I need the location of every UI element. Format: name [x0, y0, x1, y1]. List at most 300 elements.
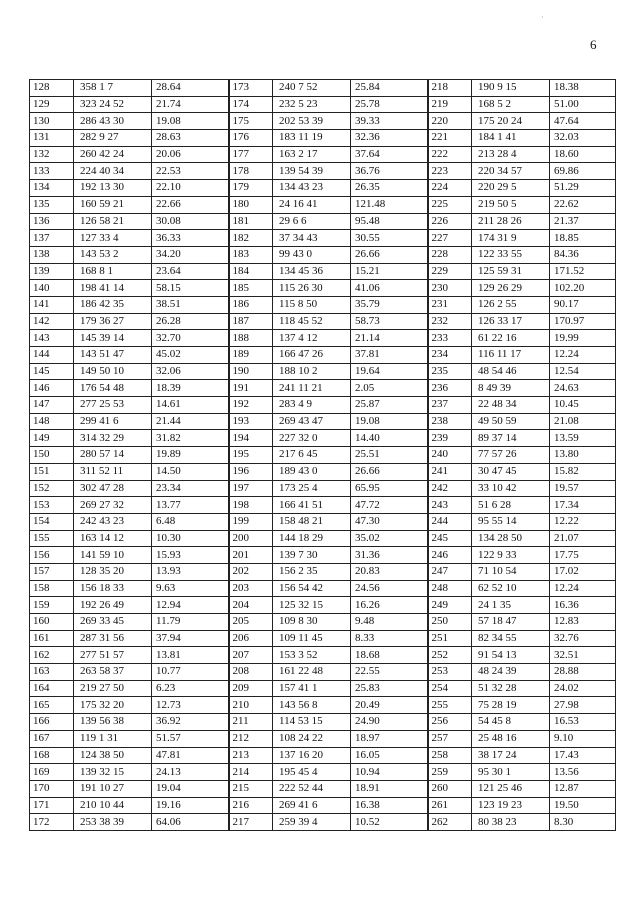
length-cell: 65.95 [351, 480, 428, 497]
length-cell: 18.85 [550, 230, 616, 247]
length-cell: 17.75 [550, 547, 616, 564]
table-row [30, 714, 616, 731]
length-cell: 26.28 [152, 313, 229, 330]
angle-cell: 168 5 2 [472, 96, 550, 113]
point-id-cell: 255 [428, 697, 472, 714]
angle-cell: 91 54 13 [472, 647, 550, 664]
length-cell: 16.05 [351, 747, 428, 764]
point-id-cell: 238 [428, 413, 472, 430]
angle-cell: 62 52 10 [472, 580, 550, 597]
table-row [30, 146, 616, 163]
point-id-cell: 166 [30, 714, 74, 731]
angle-cell: 260 42 24 [74, 146, 152, 163]
point-id-cell: 183 [229, 246, 273, 263]
angle-cell: 302 47 28 [74, 480, 152, 497]
table-row [30, 430, 616, 447]
angle-cell: 80 38 23 [472, 814, 550, 831]
length-cell: 22.66 [152, 196, 229, 213]
angle-cell: 190 9 15 [472, 80, 550, 97]
length-cell: 24.02 [550, 680, 616, 697]
length-cell: 13.93 [152, 563, 229, 580]
table-row [30, 697, 616, 714]
table-row [30, 664, 616, 681]
angle-cell: 176 54 48 [74, 380, 152, 397]
table-row [30, 630, 616, 647]
point-id-cell: 160 [30, 614, 74, 631]
table-row [30, 230, 616, 247]
angle-cell: 77 57 26 [472, 447, 550, 464]
length-cell: 51.00 [550, 96, 616, 113]
length-cell: 10.30 [152, 530, 229, 547]
point-id-cell: 141 [30, 296, 74, 313]
table-row [30, 730, 616, 747]
angle-cell: 314 32 29 [74, 430, 152, 447]
point-id-cell: 261 [428, 797, 472, 814]
length-cell: 12.22 [550, 513, 616, 530]
angle-cell: 139 54 39 [273, 163, 351, 180]
length-cell: 21.14 [351, 330, 428, 347]
length-cell: 90.17 [550, 296, 616, 313]
point-id-cell: 230 [428, 280, 472, 297]
length-cell: 18.91 [351, 780, 428, 797]
angle-cell: 191 10 27 [74, 780, 152, 797]
point-id-cell: 146 [30, 380, 74, 397]
angle-cell: 269 43 47 [273, 413, 351, 430]
angle-cell: 145 39 14 [74, 330, 152, 347]
angle-cell: 161 22 48 [273, 664, 351, 681]
point-id-cell: 181 [229, 213, 273, 230]
length-cell: 26.35 [351, 180, 428, 197]
point-id-cell: 155 [30, 530, 74, 547]
point-id-cell: 180 [229, 196, 273, 213]
point-id-cell: 179 [229, 180, 273, 197]
length-cell: 13.59 [550, 430, 616, 447]
table-row [30, 480, 616, 497]
angle-cell: 174 31 9 [472, 230, 550, 247]
angle-cell: 143 56 8 [273, 697, 351, 714]
point-id-cell: 260 [428, 780, 472, 797]
length-cell: 45.02 [152, 347, 229, 364]
point-id-cell: 167 [30, 730, 74, 747]
angle-cell: 38 17 24 [472, 747, 550, 764]
point-id-cell: 241 [428, 463, 472, 480]
angle-cell: 213 28 4 [472, 146, 550, 163]
point-id-cell: 219 [428, 96, 472, 113]
length-cell: 31.36 [351, 547, 428, 564]
point-id-cell: 200 [229, 530, 273, 547]
table-row [30, 380, 616, 397]
point-id-cell: 245 [428, 530, 472, 547]
point-id-cell: 223 [428, 163, 472, 180]
length-cell: 35.02 [351, 530, 428, 547]
point-id-cell: 144 [30, 347, 74, 364]
angle-cell: 134 28 50 [472, 530, 550, 547]
angle-cell: 108 24 22 [273, 730, 351, 747]
length-cell: 32.76 [550, 630, 616, 647]
length-cell: 58.15 [152, 280, 229, 297]
length-cell: 34.20 [152, 246, 229, 263]
length-cell: 84.36 [550, 246, 616, 263]
point-id-cell: 191 [229, 380, 273, 397]
angle-cell: 126 2 55 [472, 296, 550, 313]
angle-cell: 219 50 5 [472, 196, 550, 213]
length-cell: 37.94 [152, 630, 229, 647]
point-id-cell: 199 [229, 513, 273, 530]
angle-cell: 219 27 50 [74, 680, 152, 697]
angle-cell: 186 42 35 [74, 296, 152, 313]
table-row [30, 163, 616, 180]
point-id-cell: 172 [30, 814, 74, 831]
point-id-cell: 259 [428, 764, 472, 781]
table-row [30, 413, 616, 430]
length-cell: 19.99 [550, 330, 616, 347]
angle-cell: 95 55 14 [472, 513, 550, 530]
point-id-cell: 190 [229, 363, 273, 380]
angle-cell: 8 49 39 [472, 380, 550, 397]
table-row [30, 797, 616, 814]
length-cell: 13.80 [550, 447, 616, 464]
table-row [30, 313, 616, 330]
point-id-cell: 224 [428, 180, 472, 197]
length-cell: 41.06 [351, 280, 428, 297]
angle-cell: 269 33 45 [74, 614, 152, 631]
angle-cell: 179 36 27 [74, 313, 152, 330]
point-id-cell: 236 [428, 380, 472, 397]
angle-cell: 166 47 26 [273, 347, 351, 364]
point-id-cell: 222 [428, 146, 472, 163]
coordinates-table-body [30, 80, 616, 831]
point-id-cell: 176 [229, 130, 273, 147]
point-id-cell: 215 [229, 780, 273, 797]
point-id-cell: 138 [30, 246, 74, 263]
length-cell: 36.92 [152, 714, 229, 731]
length-cell: 2.05 [351, 380, 428, 397]
table-row [30, 263, 616, 280]
point-id-cell: 247 [428, 563, 472, 580]
angle-cell: 269 27 32 [74, 497, 152, 514]
point-id-cell: 163 [30, 664, 74, 681]
angle-cell: 263 58 37 [74, 664, 152, 681]
length-cell: 19.08 [351, 413, 428, 430]
length-cell: 19.50 [550, 797, 616, 814]
point-id-cell: 170 [30, 780, 74, 797]
length-cell: 8.30 [550, 814, 616, 831]
point-id-cell: 254 [428, 680, 472, 697]
length-cell: 19.04 [152, 780, 229, 797]
point-id-cell: 185 [229, 280, 273, 297]
length-cell: 26.66 [351, 463, 428, 480]
length-cell: 21.08 [550, 413, 616, 430]
angle-cell: 33 10 42 [472, 480, 550, 497]
point-id-cell: 204 [229, 597, 273, 614]
angle-cell: 37 34 43 [273, 230, 351, 247]
angle-cell: 160 59 21 [74, 196, 152, 213]
angle-cell: 114 53 15 [273, 714, 351, 731]
point-id-cell: 240 [428, 447, 472, 464]
length-cell: 17.34 [550, 497, 616, 514]
point-id-cell: 193 [229, 413, 273, 430]
point-id-cell: 153 [30, 497, 74, 514]
table-row [30, 463, 616, 480]
point-id-cell: 209 [229, 680, 273, 697]
point-id-cell: 137 [30, 230, 74, 247]
point-id-cell: 158 [30, 580, 74, 597]
angle-cell: 149 50 10 [74, 363, 152, 380]
angle-cell: 163 2 17 [273, 146, 351, 163]
length-cell: 12.54 [550, 363, 616, 380]
length-cell: 18.97 [351, 730, 428, 747]
length-cell: 19.16 [152, 797, 229, 814]
point-id-cell: 243 [428, 497, 472, 514]
angle-cell: 202 53 39 [273, 113, 351, 130]
point-id-cell: 128 [30, 80, 74, 97]
point-id-cell: 132 [30, 146, 74, 163]
point-id-cell: 202 [229, 563, 273, 580]
point-id-cell: 165 [30, 697, 74, 714]
angle-cell: 125 32 15 [273, 597, 351, 614]
length-cell: 24.63 [550, 380, 616, 397]
point-id-cell: 189 [229, 347, 273, 364]
table-row [30, 447, 616, 464]
length-cell: 22.55 [351, 664, 428, 681]
angle-cell: 157 41 1 [273, 680, 351, 697]
angle-cell: 143 53 2 [74, 246, 152, 263]
length-cell: 11.79 [152, 614, 229, 631]
length-cell: 39.33 [351, 113, 428, 130]
length-cell: 51.57 [152, 730, 229, 747]
angle-cell: 163 14 12 [74, 530, 152, 547]
table-row [30, 563, 616, 580]
length-cell: 32.51 [550, 647, 616, 664]
length-cell: 17.43 [550, 747, 616, 764]
angle-cell: 286 43 30 [74, 113, 152, 130]
angle-cell: 134 45 36 [273, 263, 351, 280]
point-id-cell: 258 [428, 747, 472, 764]
angle-cell: 242 43 23 [74, 513, 152, 530]
point-id-cell: 207 [229, 647, 273, 664]
length-cell: 22.62 [550, 196, 616, 213]
length-cell: 10.52 [351, 814, 428, 831]
length-cell: 9.63 [152, 580, 229, 597]
point-id-cell: 201 [229, 547, 273, 564]
angle-cell: 189 43 0 [273, 463, 351, 480]
angle-cell: 241 11 21 [273, 380, 351, 397]
point-id-cell: 205 [229, 614, 273, 631]
table-row [30, 597, 616, 614]
point-id-cell: 203 [229, 580, 273, 597]
angle-cell: 115 26 30 [273, 280, 351, 297]
length-cell: 35.79 [351, 296, 428, 313]
angle-cell: 158 48 21 [273, 513, 351, 530]
angle-cell: 122 9 33 [472, 547, 550, 564]
angle-cell: 287 31 56 [74, 630, 152, 647]
length-cell: 21.07 [550, 530, 616, 547]
point-id-cell: 232 [428, 313, 472, 330]
angle-cell: 29 6 6 [273, 213, 351, 230]
table-row [30, 747, 616, 764]
point-id-cell: 169 [30, 764, 74, 781]
length-cell: 14.61 [152, 397, 229, 414]
angle-cell: 139 7 30 [273, 547, 351, 564]
point-id-cell: 129 [30, 96, 74, 113]
angle-cell: 127 33 4 [74, 230, 152, 247]
length-cell: 37.64 [351, 146, 428, 163]
angle-cell: 259 39 4 [273, 814, 351, 831]
length-cell: 24.13 [152, 764, 229, 781]
angle-cell: 109 11 45 [273, 630, 351, 647]
angle-cell: 116 11 17 [472, 347, 550, 364]
point-id-cell: 221 [428, 130, 472, 147]
angle-cell: 126 58 21 [74, 213, 152, 230]
point-id-cell: 220 [428, 113, 472, 130]
point-id-cell: 218 [428, 80, 472, 97]
length-cell: 16.26 [351, 597, 428, 614]
length-cell: 12.83 [550, 614, 616, 631]
point-id-cell: 251 [428, 630, 472, 647]
angle-cell: 25 48 16 [472, 730, 550, 747]
point-id-cell: 234 [428, 347, 472, 364]
point-id-cell: 256 [428, 714, 472, 731]
length-cell: 30.08 [152, 213, 229, 230]
point-id-cell: 168 [30, 747, 74, 764]
page-number: 6 [590, 37, 597, 52]
point-id-cell: 216 [229, 797, 273, 814]
point-id-cell: 133 [30, 163, 74, 180]
table-row [30, 330, 616, 347]
angle-cell: 153 3 52 [273, 647, 351, 664]
length-cell: 24.56 [351, 580, 428, 597]
point-id-cell: 228 [428, 246, 472, 263]
point-id-cell: 192 [229, 397, 273, 414]
table-row [30, 280, 616, 297]
point-id-cell: 157 [30, 563, 74, 580]
angle-cell: 156 2 35 [273, 563, 351, 580]
angle-cell: 175 20 24 [472, 113, 550, 130]
angle-cell: 48 54 46 [472, 363, 550, 380]
point-id-cell: 174 [229, 96, 273, 113]
length-cell: 47.72 [351, 497, 428, 514]
table-row [30, 347, 616, 364]
length-cell: 28.63 [152, 130, 229, 147]
table-row [30, 764, 616, 781]
point-id-cell: 250 [428, 614, 472, 631]
angle-cell: 30 47 45 [472, 463, 550, 480]
point-id-cell: 252 [428, 647, 472, 664]
point-id-cell: 175 [229, 113, 273, 130]
length-cell: 6.23 [152, 680, 229, 697]
table-row [30, 580, 616, 597]
point-id-cell: 131 [30, 130, 74, 147]
length-cell: 30.55 [351, 230, 428, 247]
angle-cell: 198 41 14 [74, 280, 152, 297]
table-row [30, 614, 616, 631]
point-id-cell: 233 [428, 330, 472, 347]
length-cell: 25.78 [351, 96, 428, 113]
angle-cell: 128 35 20 [74, 563, 152, 580]
point-id-cell: 162 [30, 647, 74, 664]
angle-cell: 61 22 16 [472, 330, 550, 347]
point-id-cell: 231 [428, 296, 472, 313]
point-id-cell: 235 [428, 363, 472, 380]
point-id-cell: 227 [428, 230, 472, 247]
point-id-cell: 142 [30, 313, 74, 330]
length-cell: 25.51 [351, 447, 428, 464]
length-cell: 20.83 [351, 563, 428, 580]
length-cell: 28.88 [550, 664, 616, 681]
angle-cell: 269 41 6 [273, 797, 351, 814]
angle-cell: 227 32 0 [273, 430, 351, 447]
length-cell: 17.02 [550, 563, 616, 580]
point-id-cell: 152 [30, 480, 74, 497]
length-cell: 12.24 [550, 580, 616, 597]
angle-cell: 156 54 42 [273, 580, 351, 597]
angle-cell: 123 19 23 [472, 797, 550, 814]
table-row [30, 497, 616, 514]
length-cell: 9.10 [550, 730, 616, 747]
angle-cell: 192 13 30 [74, 180, 152, 197]
length-cell: 13.81 [152, 647, 229, 664]
length-cell: 28.64 [152, 80, 229, 97]
length-cell: 32.36 [351, 130, 428, 147]
point-id-cell: 177 [229, 146, 273, 163]
length-cell: 10.77 [152, 664, 229, 681]
angle-cell: 118 45 52 [273, 313, 351, 330]
point-id-cell: 244 [428, 513, 472, 530]
length-cell: 21.37 [550, 213, 616, 230]
table-row [30, 196, 616, 213]
length-cell: 95.48 [351, 213, 428, 230]
point-id-cell: 171 [30, 797, 74, 814]
table-row [30, 80, 616, 97]
point-id-cell: 195 [229, 447, 273, 464]
angle-cell: 283 4 9 [273, 397, 351, 414]
length-cell: 14.40 [351, 430, 428, 447]
point-id-cell: 156 [30, 547, 74, 564]
table-row [30, 530, 616, 547]
point-id-cell: 226 [428, 213, 472, 230]
angle-cell: 277 25 53 [74, 397, 152, 414]
point-id-cell: 149 [30, 430, 74, 447]
length-cell: 19.57 [550, 480, 616, 497]
angle-cell: 210 10 44 [74, 797, 152, 814]
point-id-cell: 143 [30, 330, 74, 347]
point-id-cell: 239 [428, 430, 472, 447]
point-id-cell: 184 [229, 263, 273, 280]
angle-cell: 211 28 26 [472, 213, 550, 230]
length-cell: 26.66 [351, 246, 428, 263]
length-cell: 47.64 [550, 113, 616, 130]
angle-cell: 143 51 47 [74, 347, 152, 364]
point-id-cell: 212 [229, 730, 273, 747]
point-id-cell: 136 [30, 213, 74, 230]
length-cell: 18.38 [550, 80, 616, 97]
length-cell: 16.36 [550, 597, 616, 614]
length-cell: 18.68 [351, 647, 428, 664]
angle-cell: 253 38 39 [74, 814, 152, 831]
length-cell: 21.74 [152, 96, 229, 113]
length-cell: 10.94 [351, 764, 428, 781]
angle-cell: 129 26 29 [472, 280, 550, 297]
length-cell: 18.39 [152, 380, 229, 397]
angle-cell: 184 1 41 [472, 130, 550, 147]
point-id-cell: 211 [229, 714, 273, 731]
length-cell: 32.70 [152, 330, 229, 347]
angle-cell: 144 18 29 [273, 530, 351, 547]
length-cell: 19.64 [351, 363, 428, 380]
angle-cell: 282 9 27 [74, 130, 152, 147]
angle-cell: 166 41 51 [273, 497, 351, 514]
angle-cell: 124 38 50 [74, 747, 152, 764]
